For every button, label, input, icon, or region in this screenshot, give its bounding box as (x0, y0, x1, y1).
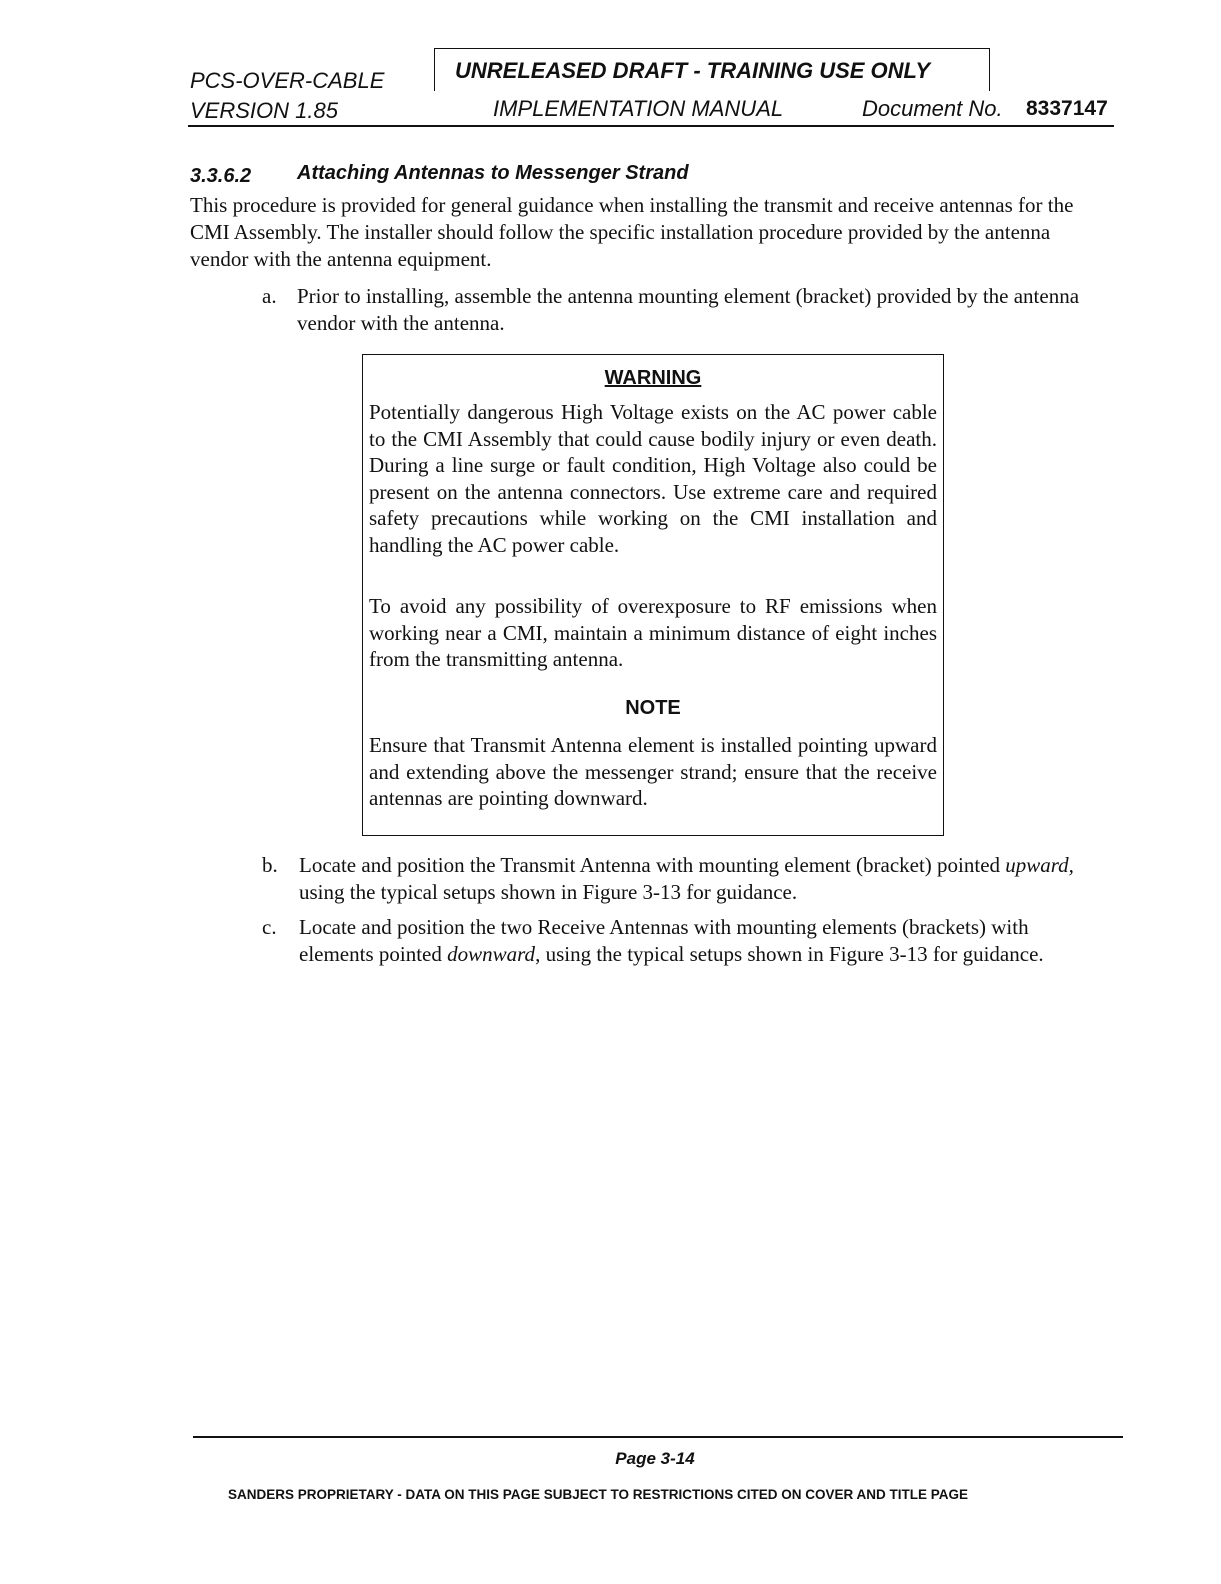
note-text: Ensure that Transmit Antenna element is installed pointing upward and extending above the messenger strand; ensure that the receive antennas are pointing downward. (369, 733, 937, 810)
document-number: 8337147 (1026, 97, 1108, 120)
step-c-text-before: Locate and position the two Receive Antennas with mounting elements (brackets) with elements pointed (299, 915, 1029, 966)
step-b-emphasis: upward, (1005, 853, 1074, 877)
intro-paragraph: This procedure is provided for general guidance when installing the transmit and receive antennas for the CMI Assembly. The installer should follow the specific installation procedure provided by the antenna vendor with the antenna equipment. (190, 193, 1074, 271)
header-rule (188, 125, 1114, 127)
warning-text-1: Potentially dangerous High Voltage exists on the AC power cable to the CMI Assembly that could cause bodily injury or even death. During a line surge or fault condition, High Voltage also could be present on the antenna connectors. Use extreme care and required safety precautions while working on the CMI installation and handling the AC power cable. (369, 400, 937, 557)
manual-title: IMPLEMENTATION MANUAL (493, 96, 784, 121)
warning-title: WARNING (604, 367, 702, 389)
step-a-text: Prior to installing, assemble the antenna mounting element (bracket) provided by the antenna vendor with the antenna. (297, 284, 1080, 335)
step-a-label: a. (262, 284, 277, 308)
step-b-text-before: Locate and position the Transmit Antenna with mounting element (bracket) pointed (299, 853, 1006, 877)
step-b-text-after: using the typical setups shown in Figure 3-13 for guidance. (299, 880, 798, 904)
product-name: PCS-OVER-CABLE (190, 68, 385, 93)
step-c-text-after: , using the typical setups shown in Figure 3-13 for guidance. (535, 942, 1044, 966)
document-label: Document No. (862, 96, 1003, 121)
section-title: Attaching Antennas to Messenger Strand (297, 162, 689, 184)
step-c-emphasis: downward (447, 942, 536, 966)
step-c-label: c. (262, 915, 277, 939)
step-b-text (299, 852, 1089, 906)
draft-notice: UNRELEASED DRAFT - TRAINING USE ONLY (455, 58, 931, 83)
warning-box (362, 354, 944, 836)
footer-rule (193, 1436, 1123, 1438)
proprietary-notice: SANDERS PROPRIETARY - DATA ON THIS PAGE SUBJECT TO RESTRICTIONS CITED ON COVER AND TITLE PAGE (228, 1487, 969, 1502)
step-c-text (299, 914, 1099, 968)
note-title: NOTE (625, 697, 681, 719)
section-number: 3.3.6.2 (190, 165, 252, 187)
step-b-label: b. (262, 853, 278, 877)
warning-text-2: To avoid any possibility of overexposure to RF emissions when working near a CMI, maintain a minimum distance of eight inches from the transmitting antenna. (369, 594, 937, 671)
page-number: Page 3-14 (615, 1449, 695, 1468)
version-label: VERSION 1.85 (190, 98, 338, 123)
